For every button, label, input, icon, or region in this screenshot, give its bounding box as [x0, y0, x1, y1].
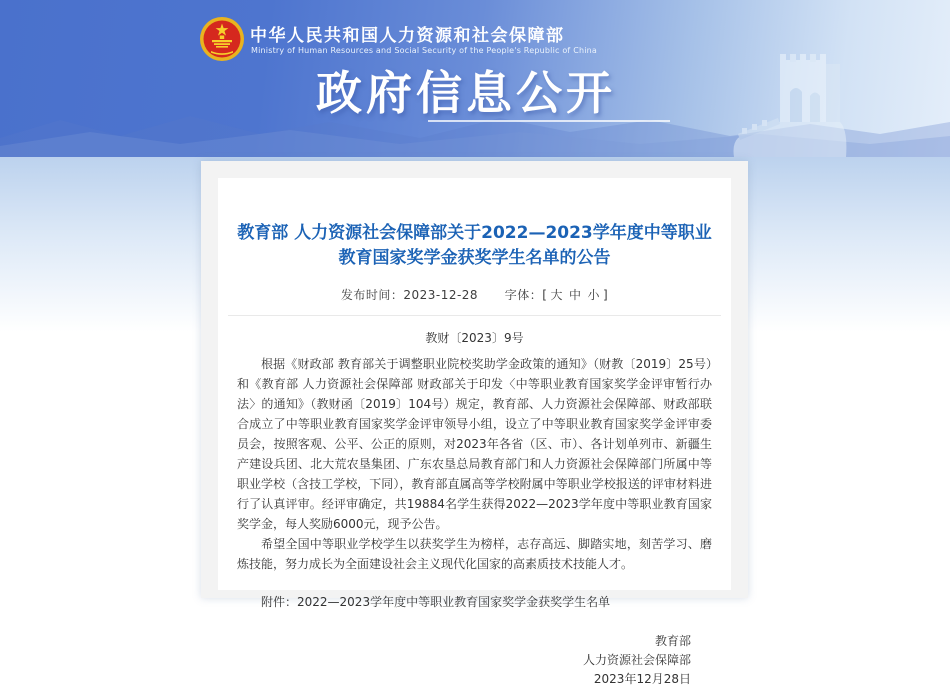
font-size-bracket-open: [ [542, 288, 548, 302]
document-card [201, 161, 748, 686]
signature-org-2: 人力资源社会保障部 [582, 653, 691, 667]
signature-block [218, 632, 731, 689]
signature-org-1: 教育部 [654, 634, 691, 648]
banner-title: 政府信息公开 [316, 66, 616, 120]
org-name-cn: 中华人民共和国人力资源和社会保障部 [250, 26, 565, 46]
document-number: 教财〔2023〕9号 [425, 331, 524, 345]
page-title: 教育部 人力资源社会保障部关于2022—2023学年度中等职业教育国家奖学金获奖学生名单的公告 [237, 223, 712, 268]
signature-date: 2023年12月28日 [593, 672, 691, 686]
header-banner [0, 0, 950, 157]
font-size-label: 字体： [504, 288, 543, 302]
document-body [237, 354, 712, 574]
national-emblem-icon [199, 16, 245, 62]
font-size-medium-link[interactable]: 中 [568, 288, 582, 302]
great-wall-icon [728, 30, 878, 157]
font-size-small-link[interactable]: 小 [587, 288, 600, 302]
publish-time-label: 发布时间： [340, 288, 404, 302]
publish-time-value: 2023-12-28 [403, 288, 479, 302]
body-paragraph: 根据《财政部 教育部关于调整职业院校奖助学金政策的通知》（财教〔2019〕25号）和《教育部 人力资源社会保障部 财政部关于印发〈中等职业教育国家奖学金评审暂行办法〉的通知》（教财函〔2019〕104号）规定，教育部、人力资源社会保障部、财政部联合成立了中等职业教育国家奖学金评审领导小组，设立了中等职业教育国家奖学金评审委员会，按照客观、公平、公正的原则，对2023年各省（区、市）、各计划单列市、新疆生产建设兵团、北大荒农垦集团、广东农垦总局教育部门和人力资源社会保障部门所属中等职业学校（含技工学校，下同），教育部直属高等学校附属中等职业学校报送的评审材料进行了认真评审。经评审确定，共19884名学生获得2022—2023学年度中等职业教育国家奖学金，每人奖励6000元，现予公告。 [237, 357, 712, 531]
font-size-bracket-close: ] [602, 288, 609, 302]
meta-separator [228, 315, 721, 316]
document-meta-row [218, 286, 731, 303]
document-paper [218, 178, 731, 686]
org-name-en: Ministry of Human Resources and Social Security of the People's Republic of China [251, 46, 598, 55]
font-size-large-link[interactable]: 大 [550, 288, 563, 302]
body-paragraph: 希望全国中等职业学校学生以获奖学生为榜样，志存高远、脚踏实地，刻苦学习、磨炼技能，努力成长为全面建设社会主义现代化国家的高素质技术技能人才。 [237, 537, 712, 571]
banner-underline-decoration [428, 120, 670, 122]
attachment-line: 附件：2022—2023学年度中等职业教育国家奖学金获奖学生名单 [261, 595, 611, 609]
